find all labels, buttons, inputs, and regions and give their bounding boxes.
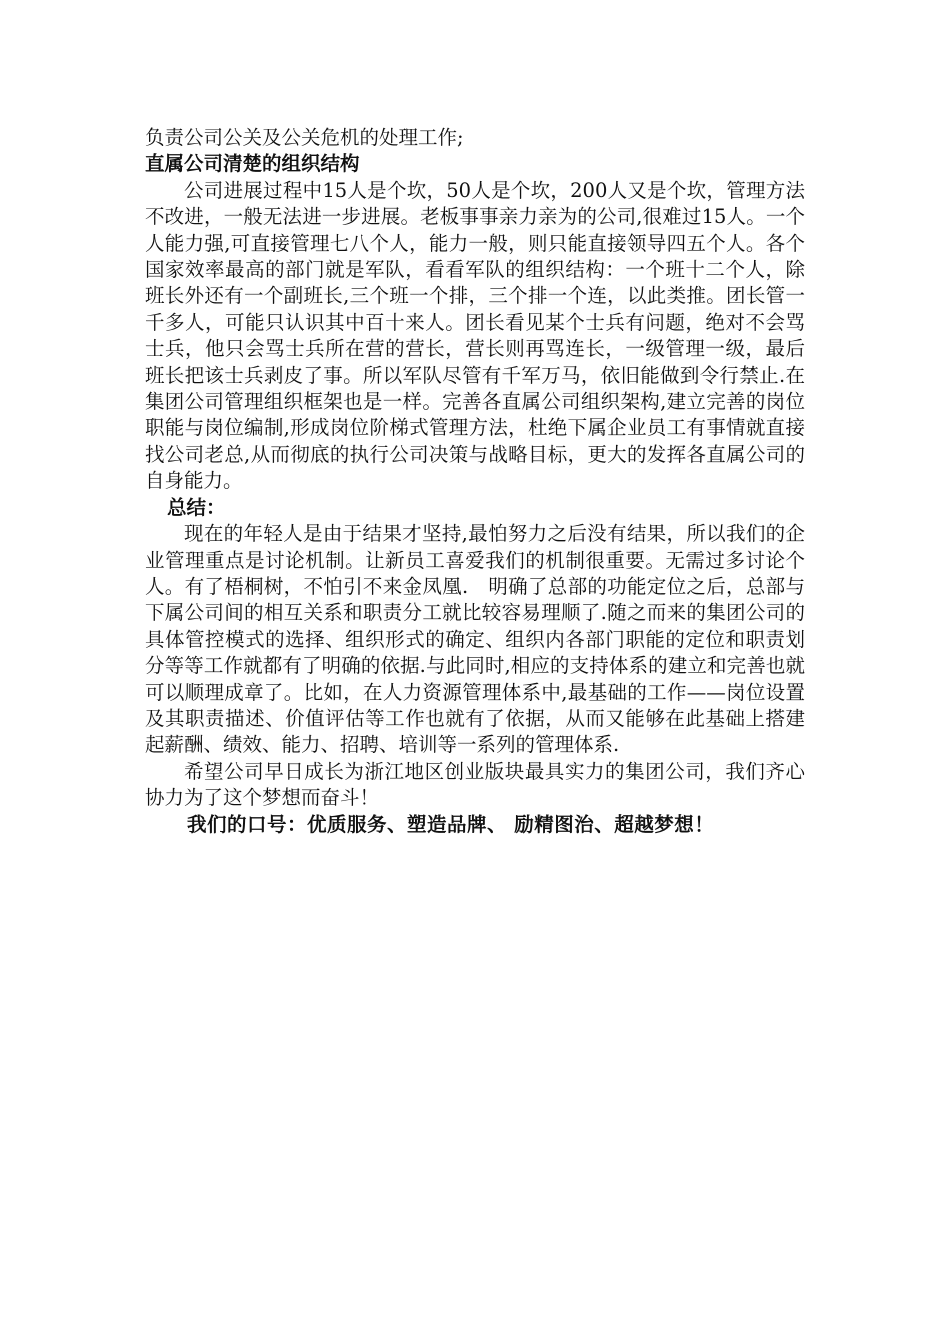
summary-paragraph: 现在的年轻人是由于结果才坚持,最怕努力之后没有结果，所以我们的企业管理重点是讨论机制。让新员工喜爱我们的机制很重要。无需过多讨论个人。有了梧桐树，不怕引不来金凤凰. 明确了总部的功能定位之后，总部与下属公司间的相互关系和职责分工就比较容易理顺了.随之而来的集团公司的具体管控模式的选择、组织形式的确定、组织内各部门职能的定位和职责划分等等工作就都有了明确的依据.与此同时,相应的支持体系的建立和完善也就可以顺理成章了。比如，在人力资源管理体系中,最基础的工作——岗位设置及其职责描述、价值评估等工作也就有了依据，从而又能够在此基础上搭建起薪酬、绩效、能力、招聘、培训等一系列的管理体系. xyxy=(145,522,805,757)
structure-paragraph: 公司进展过程中15人是个坎，50人是个坎，200人又是个坎，管理方法不改进，一般无法进一步进展。老板事事亲力亲为的公司,很难过15人。一个人能力强,可直接管理七八个人，能力一般，则只能直接领导四五个人。各个国家效率最高的部门就是军队，看看军队的组织结构：一个班十二个人，除班长外还有一个副班长,三个班一个排，三个排一个连，以此类推。团长管一千多人，可能只认识其中百十来人。团长看见某个士兵有问题，绝对不会骂士兵，他只会骂士兵所在营的营长，营长则再骂连长，一级管理一级，最后班长把该士兵剥皮了事。所以军队尽管有千军万马，依旧能做到令行禁止.在集团公司管理组织框架也是一样。完善各直属公司组织架构,建立完善的岗位职能与岗位编制,形成岗位阶梯式管理方法，杜绝下属企业员工有事情就直接找公司老总,从而彻底的执行公司决策与战略目标，更大的发挥各直属公司的自身能力。 xyxy=(145,178,805,493)
document-page xyxy=(145,125,805,838)
hope-paragraph: 希望公司早日成长为浙江地区创业版块最具实力的集团公司，我们齐心协力为了这个梦想而奋斗！ xyxy=(145,759,805,810)
summary-heading: 总结： xyxy=(167,495,226,519)
intro-line: 负责公司公关及公关危机的处理工作; xyxy=(145,126,464,149)
section-heading: 直属公司清楚的组织结构 xyxy=(145,152,360,176)
slogan-line: 我们的口号：优质服务、塑造品牌、 励精图治、超越梦想！ xyxy=(187,812,715,836)
